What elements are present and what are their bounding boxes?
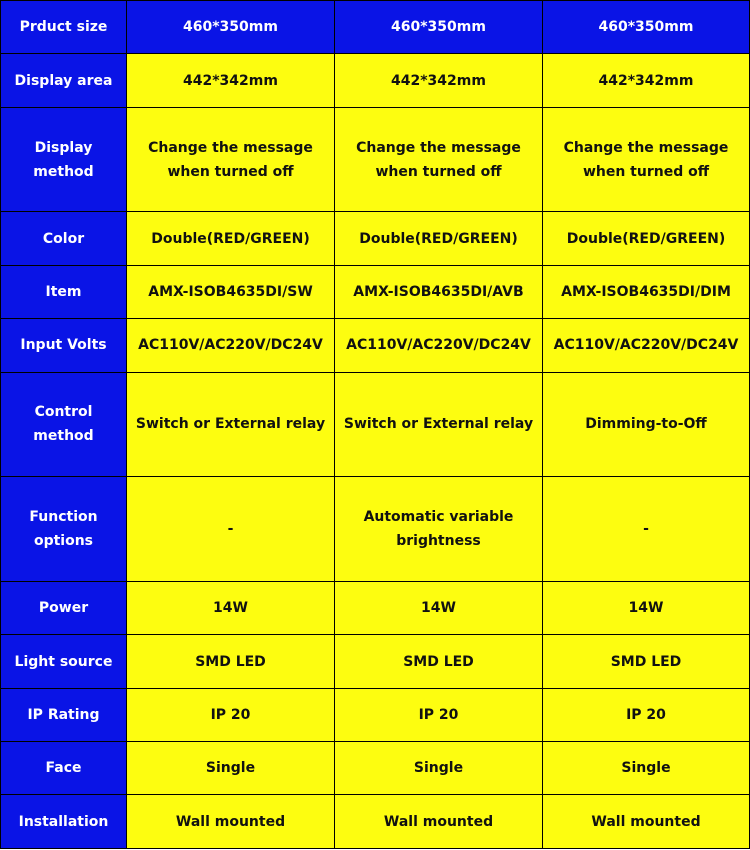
- cell-value: Double(RED/GREEN): [335, 212, 543, 265]
- row-item: [1, 265, 750, 318]
- row-label: Display method: [1, 107, 127, 212]
- cell-value: Single: [127, 742, 335, 795]
- cell-value: Change the message when turned off: [543, 107, 750, 212]
- cell-value: Double(RED/GREEN): [543, 212, 750, 265]
- row-ip-rating: [1, 688, 750, 741]
- row-label: Input Volts: [1, 319, 127, 372]
- row-color: [1, 212, 750, 265]
- row-display-method: [1, 107, 750, 212]
- cell-value: AC110V/AC220V/DC24V: [335, 319, 543, 372]
- cell-value: Double(RED/GREEN): [127, 212, 335, 265]
- cell-value: Automatic variable brightness: [335, 477, 543, 582]
- row-label: Face: [1, 742, 127, 795]
- cell-value: Wall mounted: [335, 795, 543, 849]
- row-input-volts: [1, 319, 750, 372]
- row-display-area: [1, 54, 750, 107]
- row-label: Color: [1, 212, 127, 265]
- cell-value: AC110V/AC220V/DC24V: [543, 319, 750, 372]
- cell-value: SMD LED: [335, 635, 543, 688]
- cell-value: Switch or External relay: [127, 372, 335, 477]
- cell-value: Single: [335, 742, 543, 795]
- cell-value: SMD LED: [127, 635, 335, 688]
- row-label: IP Rating: [1, 688, 127, 741]
- cell-value: Single: [543, 742, 750, 795]
- cell-value: 442*342mm: [335, 54, 543, 107]
- row-label: Prduct size: [1, 1, 127, 54]
- cell-value: 442*342mm: [543, 54, 750, 107]
- row-face: [1, 742, 750, 795]
- cell-value: 14W: [543, 581, 750, 634]
- row-product-size: [1, 1, 750, 54]
- cell-value: AMX-ISOB4635DI/SW: [127, 265, 335, 318]
- cell-value: AMX-ISOB4635DI/DIM: [543, 265, 750, 318]
- row-label: Item: [1, 265, 127, 318]
- row-label: Display area: [1, 54, 127, 107]
- cell-value: IP 20: [127, 688, 335, 741]
- cell-value: Dimming-to-Off: [543, 372, 750, 477]
- cell-value: Wall mounted: [543, 795, 750, 849]
- row-installation: [1, 795, 750, 849]
- cell-value: 14W: [335, 581, 543, 634]
- row-label: Function options: [1, 477, 127, 582]
- cell-value: -: [127, 477, 335, 582]
- row-light-source: [1, 635, 750, 688]
- cell-value: 460*350mm: [543, 1, 750, 54]
- row-power: [1, 581, 750, 634]
- cell-value: Wall mounted: [127, 795, 335, 849]
- row-function-options: [1, 477, 750, 582]
- cell-value: 460*350mm: [127, 1, 335, 54]
- cell-value: AMX-ISOB4635DI/AVB: [335, 265, 543, 318]
- row-control-method: [1, 372, 750, 477]
- cell-value: -: [543, 477, 750, 582]
- row-label: Light source: [1, 635, 127, 688]
- cell-value: AC110V/AC220V/DC24V: [127, 319, 335, 372]
- cell-value: 14W: [127, 581, 335, 634]
- cell-value: SMD LED: [543, 635, 750, 688]
- cell-value: Switch or External relay: [335, 372, 543, 477]
- row-label: Control method: [1, 372, 127, 477]
- cell-value: Change the message when turned off: [127, 107, 335, 212]
- row-label: Installation: [1, 795, 127, 849]
- cell-value: 460*350mm: [335, 1, 543, 54]
- cell-value: IP 20: [543, 688, 750, 741]
- cell-value: IP 20: [335, 688, 543, 741]
- cell-value: 442*342mm: [127, 54, 335, 107]
- cell-value: Change the message when turned off: [335, 107, 543, 212]
- row-label: Power: [1, 581, 127, 634]
